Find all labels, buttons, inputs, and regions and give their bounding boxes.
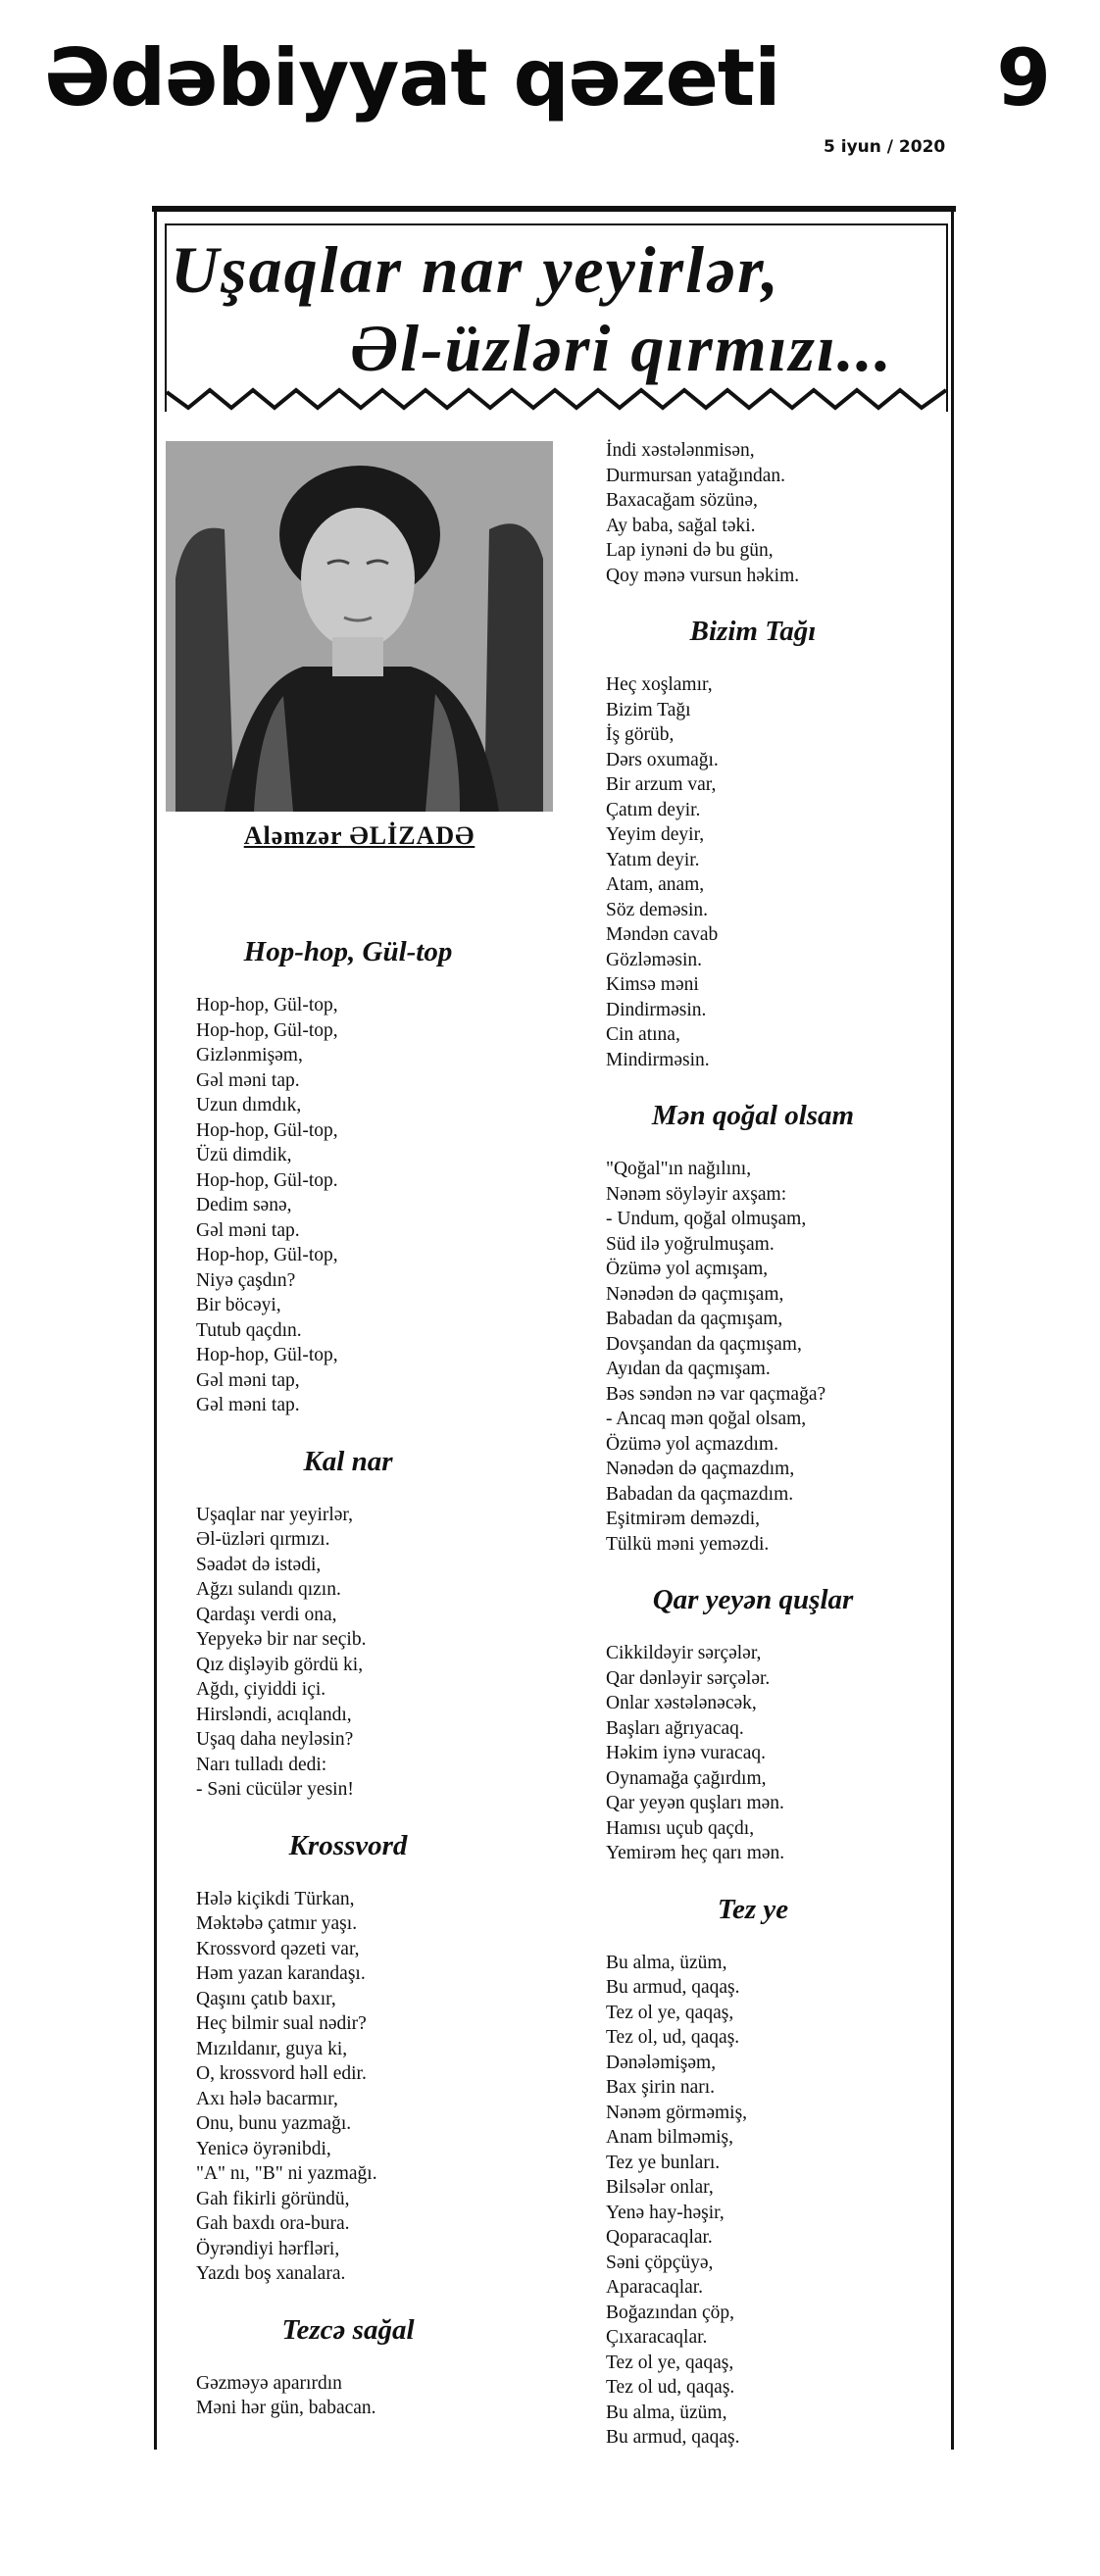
poem-body (606, 672, 939, 1072)
poem-line: Krossvord qəzeti var, (196, 1938, 360, 1959)
poem-line: - Ancaq mən qoğal olsam, (606, 1409, 807, 1429)
poem-line: Hirsləndi, acıqlandı, (196, 1704, 352, 1725)
poem-line: Cikkildəyir sərçələr, (606, 1643, 762, 1663)
poem-line: Nənədən də qaçmışam, (606, 1283, 784, 1305)
poem-line: O, krossvord həll edir. (196, 2063, 367, 2084)
poem-line: Eşitmirəm deməzdi, (606, 1509, 761, 1529)
poem-line: Hələ kiçikdi Türkan, (196, 1888, 355, 1909)
poem-line: - Səni cücülər yesin! (196, 1779, 354, 1800)
poem-title: Bizim Tağı (689, 616, 817, 647)
poem-line: Özümə yol açmazdım. (606, 1433, 778, 1455)
poem-line: "Qoğal"ın nağılını, (606, 1159, 752, 1179)
poem-line: Tez ol ye, qaqaş, (606, 2352, 734, 2373)
poem-line: İndi xəstələnmisən, (606, 440, 755, 461)
poem-body (196, 1503, 588, 1803)
poem-line: Yazdı boş xanalara. (196, 2263, 346, 2284)
poem-line: Yatım deyir. (606, 849, 700, 870)
poem-line: Axı hələ bacarmır, (196, 2088, 338, 2109)
poem-line: Gəl məni tap. (196, 1219, 300, 1241)
article-top-rule (152, 206, 956, 212)
poem-line: Bəs səndən nə var qaçmağa? (606, 1383, 826, 1405)
poem-line: Süd ilə yoğrulmuşam. (606, 1233, 775, 1255)
poem-line: Baxacağam sözünə, (606, 490, 758, 511)
portrait-image (166, 441, 553, 812)
article-left-rule (154, 210, 157, 2450)
poem-line: Uzun dımdık, (196, 1095, 302, 1115)
zigzag-border (167, 384, 946, 412)
poem-body (606, 1157, 939, 1557)
poem-line: Səadət də istədi, (196, 1554, 322, 1575)
poem-line: Qız dişləyib gördü ki, (196, 1654, 364, 1675)
poem-line: Onlar xəstələnəcək, (606, 1693, 757, 1713)
poem-line: Yemirəm heç qarı mən. (606, 1843, 785, 1863)
poem-line: Başları ağrıyacaq. (606, 1717, 744, 1739)
poem-line: Gəl məni tap. (196, 1395, 300, 1415)
poem-line: Gizlənmişəm, (196, 1045, 303, 1065)
article-title-banner (165, 223, 948, 412)
poem-line: Yenə hay-həşir, (606, 2202, 725, 2223)
poem-line: Dərs oxumağı. (606, 749, 719, 770)
right-text-column (606, 438, 939, 2478)
poem-title: Krossvord (288, 1829, 408, 1861)
poem-line: Niyə çaşdın? (196, 1269, 296, 1291)
poem-title: Mən qoğal olsam (651, 1100, 855, 1131)
poem-title: Kal nar (303, 1445, 393, 1477)
poem-line: Aparacaqlar. (606, 2277, 704, 2298)
poem-line: Hop-hop, Gül-top, (196, 995, 338, 1016)
poem-line: Mızıldanır, guya ki, (196, 2038, 348, 2059)
poem-line: Narı tulladı dedi: (196, 1754, 327, 1775)
poem-line: Öyrəndiyi hərfləri, (196, 2238, 340, 2259)
poem-line: "A" nı, "B" ni yazmağı. (196, 2163, 377, 2184)
poem-line: Bu armud, qaqaş. (606, 1977, 740, 1998)
poem-line: Babadan da qaçmışam, (606, 1309, 783, 1329)
poem-line: Durmursan yatağından. (606, 465, 786, 486)
poem-line: Gəzməyə aparırdın (196, 2372, 342, 2394)
poem-title: Tezcə sağal (281, 2313, 415, 2346)
poem-line: Ay baba, sağal təki. (606, 515, 756, 536)
poem-line: Tez ol ye, qaqaş, (606, 2002, 734, 2023)
poem-line: Ağzı sulandı qızın. (196, 1579, 341, 1600)
poem-line: Anam bilməmiş, (606, 2127, 733, 2148)
poem-line: Boğazından çöp, (606, 2302, 735, 2323)
poem-line: Hop-hop, Gül-top, (196, 1245, 338, 1265)
newspaper-masthead: Ədəbiyyat qəzeti (44, 32, 780, 124)
page-number: 9 (996, 32, 1051, 124)
poem-line: Qardaşı verdi ona, (196, 1604, 337, 1625)
poem-title: Tez ye (717, 1893, 789, 1925)
poem-line: Gah fikirli göründü, (196, 2188, 350, 2209)
poem-title: Hop-hop, Gül-top (243, 936, 453, 967)
poem-line: Uşaq daha neyləsin? (196, 1729, 354, 1750)
poem-line: Dənələmişəm, (606, 2052, 717, 2073)
poem-line: Tez ol, ud, qaqaş. (606, 2027, 740, 2048)
poem-line: Mindirməsin. (606, 1049, 710, 1070)
poem-line: Yepyekə bir nar seçib. (196, 1629, 367, 1650)
article-right-rule (951, 210, 954, 2450)
poem-line: Həm yazan karandaşı. (196, 1963, 366, 1984)
poem-line: Dovşandan da qaçmışam, (606, 1333, 802, 1355)
poem-line: Hop-hop, Gül-top, (196, 1119, 338, 1141)
poem-line: Ağdı, çiyiddi içi. (196, 1679, 326, 1700)
poem-line: Bu alma, üzüm, (606, 2402, 727, 2423)
poem-line: Çıxaracaqlar. (606, 2327, 708, 2348)
issue-date: 5 iyun / 2020 (824, 137, 946, 157)
poem-body (196, 993, 588, 1418)
poem-line: Hop-hop, Gül-top, (196, 1019, 338, 1041)
poem-line: Kimsə məni (606, 974, 699, 995)
poem-body (606, 1951, 939, 2451)
poem-line: Hop-hop, Gül-top. (196, 1169, 338, 1191)
poem-line: Bizim Tağı (606, 699, 691, 720)
poem-line: Hop-hop, Gül-top, (196, 1345, 338, 1365)
poem-line: Dedim sənə, (196, 1195, 292, 1215)
poem-line: Tülkü məni yeməzdi. (606, 1533, 770, 1555)
poem-line: Cin atına, (606, 1024, 680, 1045)
poem-line: Qaşını çatıb baxır, (196, 1988, 336, 2009)
poem-line: Qar dənləyir sərçələr. (606, 1667, 771, 1689)
poem-line: Gah baxdı ora-bura. (196, 2213, 350, 2234)
poem-line: Gəl məni tap, (196, 1369, 300, 1391)
poem-line: Qoparacaqlar. (606, 2227, 713, 2248)
author-name: Aləmzər ƏLİZADƏ (243, 821, 475, 850)
poem-line: Yeyim deyir, (606, 824, 705, 845)
poem-line: Çatım deyir. (606, 799, 701, 820)
poem-line: Nənəm görməmiş, (606, 2102, 748, 2123)
poem-line: Qar yeyən quşları mən. (606, 1793, 784, 1813)
poem-line: - Undum, qoğal olmuşam, (606, 1209, 807, 1229)
poem-body (196, 1887, 588, 2287)
poem-line: Həkim iynə vuracaq. (606, 1743, 766, 1763)
poem-line: Bilsələr onlar, (606, 2177, 714, 2198)
poem-line: Əl-üzləri qırmızı. (196, 1529, 330, 1550)
poem-line: Yenicə öyrənibdi, (196, 2138, 331, 2159)
poem-title: Qar yeyən quşlar (652, 1584, 854, 1615)
poem-line: Nənədən də qaçmazdım, (606, 1459, 795, 1479)
poem-body (606, 1641, 939, 1866)
poem-line: Gəl məni tap. (196, 1069, 300, 1091)
poem-line: Məndən cavab (606, 924, 719, 945)
poem-line: Bir arzum var, (606, 774, 717, 795)
poem-line: Bax şirin narı. (606, 2077, 716, 2098)
poem-line: Heç bilmir sual nədir? (196, 2013, 367, 2034)
poem-line: Atam, anam, (606, 874, 705, 895)
poem-line: Özümə yol açmışam, (606, 1259, 769, 1279)
poem-line: Nənəm söyləyir axşam: (606, 1183, 787, 1205)
poem-body (196, 2371, 588, 2421)
left-text-column (196, 936, 588, 2449)
poem-body (606, 438, 939, 588)
poem-line: Söz deməsin. (606, 899, 708, 920)
article-title-line1: Uşaqlar nar yeyirlər, (171, 232, 780, 307)
poem-line: Babadan da qaçmazdım. (606, 1483, 794, 1505)
poem-line: Tez ye bunları. (606, 2152, 721, 2173)
poem-line: Məni hər gün, babacan. (196, 2398, 376, 2418)
poem-line: Hamısı uçub qaçdı, (606, 1817, 755, 1839)
poem-line: Tutub qaçdın. (196, 1319, 302, 1341)
poem-line: Bu alma, üzüm, (606, 1952, 727, 1973)
poem-line: Dindirməsin. (606, 999, 707, 1020)
poem-line: Onu, bunu yazmağı. (196, 2113, 352, 2134)
poem-line: Bu armud, qaqaş. (606, 2427, 740, 2448)
poem-line: Ayıdan da qaçmışam. (606, 1359, 771, 1379)
poem-line: Uşaqlar nar yeyirlər, (196, 1504, 354, 1525)
poem-line: Üzü dimdik, (196, 1145, 292, 1165)
author-portrait (166, 441, 553, 812)
poem-line: Səni çöpçüyə, (606, 2252, 714, 2273)
poem-line: Heç xoşlamır, (606, 674, 713, 695)
poem-line: Bir böcəyi, (196, 1295, 281, 1315)
article-title-line2: Əl-üzləri qırmızı... (350, 311, 893, 385)
poem-line: Gözləməsin. (606, 949, 703, 970)
poem-line: Tez ol ud, qaqaş. (606, 2377, 735, 2398)
poem-line: Məktəbə çatmır yaşı. (196, 1913, 358, 1934)
poem-line: Oynamağa çağırdım, (606, 1767, 767, 1789)
poem-line: Lap iynəni də bu gün, (606, 540, 774, 561)
poem-line: Qoy mənə vursun həkim. (606, 565, 800, 586)
poem-line: İş görüb, (606, 724, 675, 745)
